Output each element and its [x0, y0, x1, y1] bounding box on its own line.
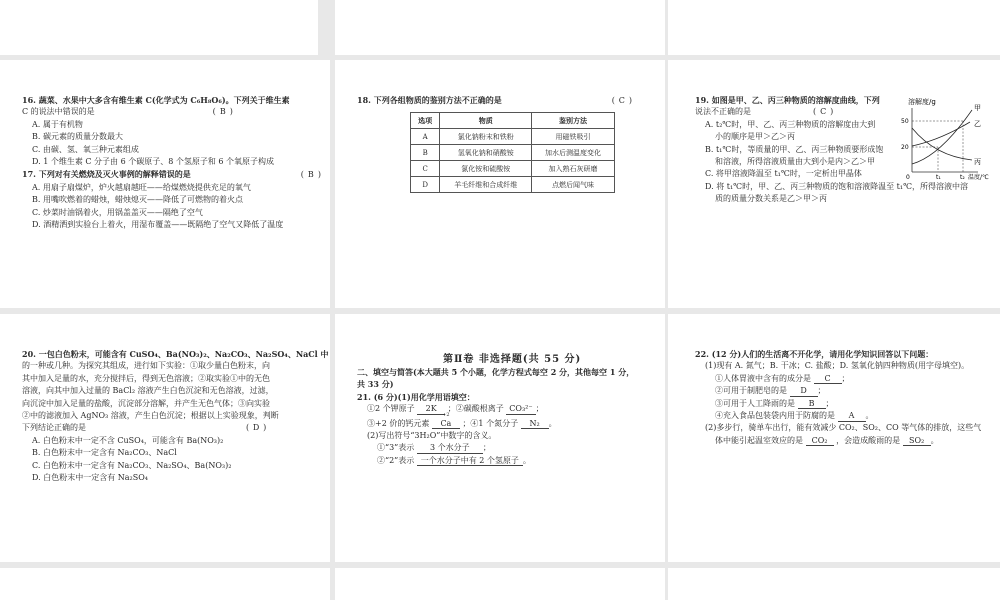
q19-option-d-cont: 质的质量分数关系是乙＞甲＞丙 — [715, 194, 827, 204]
q19-chart-ylabel: 溶解度/g — [908, 98, 936, 106]
q21-l1b: ；②碳酸根离子 — [447, 404, 504, 414]
table-cell: B — [411, 145, 440, 161]
q20-option-d: D. 白色粉末中一定含有 Na₂SO₄ — [32, 472, 148, 482]
q17-option-c: C. 炒菜时油锅着火，用锅盖盖灭——隔绝了空气 — [32, 207, 203, 217]
q16-stem-line1: 16. 蔬菜、水果中大多含有维生素 C(化学式为 C₆H₈O₆)。下列关于维生素 — [22, 95, 290, 105]
part2-section-line1: 二、填空与简答(本大题共 5 个小题，化学方程式每空 2 分，其他每空 1 分， — [357, 367, 635, 377]
q16-option-b: B. 碳元素的质量分数最大 — [32, 132, 123, 142]
q19-curve-label-jia: 甲 — [974, 104, 981, 112]
table-cell: A — [411, 129, 440, 145]
q22-a4: ④充入食品包装袋内用于防腐的是 — [715, 410, 835, 420]
q21-l2b: ；④1 个氮分子 — [462, 418, 519, 428]
q19-chart-origin: 0 — [906, 174, 910, 181]
q19-option-c: C. 将甲溶液降温至 t₁℃时，一定析出甲晶体 — [705, 169, 862, 179]
q19-chart-y20: 20 — [901, 144, 909, 151]
q21-l2a: ③+2 价的钙元素 — [367, 418, 430, 428]
page-q16-q17: 16. 蔬菜、水果中大多含有维生素 C(化学式为 C₆H₈O₆)。下列关于维生素 C 的说法中错误的是 ( B ) A. 属于有机物 B. 碳元素的质量分数最大 C. 由碳、氢、氧三种元素组成 D. 1 个维生素 C 分子由 6 个碳原子、8 个氢原子和 6 个氧原子构成 17. 下列对有关燃烧及灭火事例的解释错误的是 ( B ) A. 用扇子扇煤炉，炉火越扇越旺——给煤燃烧提供充足的氧气 B. 用嘴吹燃着的蜡烛，蜡烛熄灭——降低了可燃物的着火点 C. 炒菜时油锅着火，用锅盖盖灭——隔绝了空气 D. 酒精洒到实验台上着火，用湿布覆盖——既隔绝了空气又降低了温度 — [0, 60, 330, 308]
q19-option-a: A. t₂℃时，甲、乙、丙三种物质的溶解度由大到 — [705, 119, 876, 129]
q19-option-a-cont: 小的顺序是甲＞乙＞丙 — [715, 132, 795, 142]
q21-l1b-answer: CO₃²⁻ — [506, 404, 535, 415]
q18-header-option: 选项 — [411, 113, 440, 129]
q21-l2a-answer-wrap — [432, 411, 460, 430]
table-cell: 用磁铁吸引 — [532, 129, 615, 145]
q19-chart-y50: 50 — [901, 118, 909, 125]
q22-l3a-answer: CO₂ — [806, 436, 834, 447]
q20-stem-line3: 其中加入足量的水，充分搅拌后，得到无色溶液；②取实验①中的无色 — [22, 373, 270, 383]
q16-option-c: C. 由碳、氢、氧三种元素组成 — [32, 144, 139, 154]
page-q19: 19. 如图是甲、乙、丙三种物质的溶解度曲线，下列 说法不正确的是 ( C ) A. t₂℃时，甲、乙、丙三种物质的溶解度由大到 小的顺序是甲＞乙＞丙 B. t₁℃时，等质量的甲、乙、丙三种物质要形成饱 和溶液，所得溶液质量由大到小是内＞乙＞甲 C. 将甲溶液降温至 t₁℃时，一定析出甲晶体 D. 将 t₁℃时，甲、乙、丙三种物质的饱和溶液降温至 t₁℃，所得溶液中溶 质的质量分数关系是乙＞甲＞丙 溶解度/g 50 20 0 t₁ t₂ 温度/℃ 甲 乙 丙 — [668, 60, 1000, 308]
q21-l1a: ①2 个钾原子 — [367, 404, 415, 414]
table-cell: D — [411, 177, 440, 193]
q18-table-header — [411, 113, 615, 129]
q19-curve-label-bing: 丙 — [974, 158, 981, 166]
q16-option-d: D. 1 个维生素 C 分子由 6 个碳原子、8 个氢原子和 6 个氧原子构成 — [32, 156, 275, 166]
page-bottom-middle — [335, 568, 665, 600]
q19-option-b: B. t₁℃时，等质量的甲、乙、丙三种物质要形成饱 — [705, 144, 884, 154]
page-top-right — [668, 0, 1000, 55]
q22-a2-answer: D — [790, 386, 818, 397]
table-cell: C — [411, 161, 440, 177]
page-bottom-left — [0, 568, 330, 600]
table-cell: 氢氧化钠和硝酸铵 — [440, 145, 532, 161]
q17-option-b: B. 用嘴吹燃着的蜡烛，蜡烛熄灭——降低了可燃物的着火点 — [32, 195, 243, 205]
q16-answer: B — [219, 107, 226, 117]
q20-option-b: B. 白色粉末中一定含有 Na₂CO₃、NaCl — [32, 448, 177, 458]
q19-curve-label-yi: 乙 — [974, 120, 981, 128]
q22-part1: (1)现有 A. 氮气；B. 干冰；C. 盐酸；D. 氢氧化钠四种物质(用字母填空)。 — [705, 361, 970, 371]
table-cell: 羊毛纤维和合成纤维 — [440, 177, 532, 193]
q16-stem-line2: C 的说法中错误的是 — [22, 107, 95, 117]
q20-option-a: A. 白色粉末中一定不含 CuSO₄，可能含有 Ba(NO₃)₂ — [32, 435, 224, 445]
q19-chart-t1: t₁ — [936, 174, 941, 181]
table-row — [411, 145, 615, 161]
q22-a3: ③可用于人工降雨的是 — [715, 398, 795, 408]
q17-option-a: A. 用扇子扇煤炉，炉火越扇越旺——给煤燃烧提供充足的氧气 — [32, 182, 251, 192]
page-top-left — [0, 0, 318, 55]
q21-l5a: ②“2”表示 — [377, 455, 415, 465]
q21-l3: (2)写出符号“3H₂O”中数字的含义。 — [367, 430, 497, 440]
table-cell: 氯化铵和硫酸铵 — [440, 161, 532, 177]
page-q20: 20. 一包白色粉末，可能含有 CuSO₄、Ba(NO₃)₂、Na₂CO₃、Na₂SO₄、NaCl 中 的一种或几种。为探究其组成，进行如下实验：①取少量白色粉末，向 其中加入足量的水，充分搅拌后，得到无色溶液；②取实验①中的无色 溶液，向其中加入过量的 BaCl₂ 溶液产生白色沉淀和无色溶液，过滤， 向沉淀中加入足量的盐酸，沉淀部分溶解，并产生无色气体；③向实验 ②中的滤液加入 AgNO₃ 溶液，产生白色沉淀；根据以上实验现象，判断 下列结论正确的是 ( D ) A. 白色粉末中一定不含 CuSO₄，可能含有 Ba(NO₃)₂ B. 白色粉末中一定含有 Na₂CO₃、NaCl C. 白色粉末中一定含有 Na₂CO₃、Na₂SO₄、Ba(NO₃)₂ D. 白色粉末中一定含有 Na₂SO₄ — [0, 314, 330, 562]
q19-stem-line1: 19. 如图是甲、乙、丙三种物质的溶解度曲线，下列 — [695, 95, 880, 105]
table-row — [411, 129, 615, 145]
q17-answer: B — [307, 170, 314, 180]
table-cell: 点燃后闻气味 — [532, 177, 615, 193]
q21-l1a-answer: 2K — [417, 404, 445, 415]
page-q18: 18. 下列各组物质的鉴别方法不正确的是 ( C ) 选项 物质 鉴别方法 A 氯化钠粉末和铁粉 用磁铁吸引 B 氢氧化钠和硝酸铵 加水后测温度变化 C 氯化铵和硫酸铵 加入熟石灰研磨 D 羊毛纤维和合成纤维 点燃后闻气味 — [335, 60, 665, 308]
table-cell: 加水后测温度变化 — [532, 145, 615, 161]
page-bottom-right — [668, 568, 1000, 600]
q17-option-d: D. 酒精洒到实验台上着火，用湿布覆盖——既隔绝了空气又降低了温度 — [32, 219, 284, 229]
q18-header-substance: 物质 — [440, 113, 532, 129]
q22-l3b: ，会造成酸雨的是 — [836, 435, 901, 445]
q21-l2a-answer: Ca — [440, 418, 452, 428]
q22-stem: 22. (12 分)人们的生活离不开化学，请用化学知识回答以下问题： — [695, 349, 934, 359]
q20-stem-line1: 20. 一包白色粉末，可能含有 CuSO₄、Ba(NO₃)₂、Na₂CO₃、Na₂SO₄、NaCl 中 — [22, 349, 329, 359]
q19-stem-line2: 说法不正确的是 — [695, 107, 751, 117]
q20-option-c: C. 白色粉末中一定含有 Na₂CO₃、Na₂SO₄、Ba(NO₃)₂ — [32, 460, 232, 470]
page-q21: 第Ⅱ卷 非选择题(共 55 分) 二、填空与简答(本大题共 5 个小题，化学方程式每空 2 分，其他每空 1 分， 共 33 分) 21. (6 分)(1)用化学用语填空： ①2 个钾原子 2K ；②碳酸根离子 CO₃²⁻ ； ③+2 价的钙元素 +2 Ca ；④1 个氮分子 N₂ 。 (2)写出符号“3H₂O”中数字的含义。 ①“3”表示 3 个水分子 ； ②“2”表示 一个水分子中有 2 个氢原子 。 — [335, 314, 665, 562]
q21-l2b-answer: N₂ — [521, 419, 549, 430]
q19-solubility-chart — [900, 96, 1000, 181]
q19-chart-t2: t₂ — [960, 174, 965, 181]
q19-option-b-cont: 和溶液，所得溶液质量由大到小是内＞乙＞甲 — [715, 156, 875, 166]
q22-a2: ②可用于制肥皂的是 — [715, 386, 787, 396]
q18-table — [410, 112, 615, 193]
table-cell: 加入熟石灰研磨 — [532, 161, 615, 177]
q22-part2: (2)多步行，骑单车出行，能有效减少 CO₂、SO₂、CO 等气体的排放，这些气 — [705, 423, 982, 433]
q20-stem-last: 下列结论正确的是 — [22, 423, 86, 433]
q21-l5a-answer: 一个水分子中有 2 个氢原子 — [417, 456, 523, 467]
q18-stem: 18. 下列各组物质的鉴别方法不正确的是 — [357, 95, 502, 105]
q22-a1-answer: C — [814, 374, 842, 385]
q18-header-method: 鉴别方法 — [532, 113, 615, 129]
table-row — [411, 177, 615, 193]
q18-answer: C — [618, 96, 625, 105]
q22-a3-answer: B — [798, 399, 826, 410]
q17-stem: 17. 下列对有关燃烧及灭火事例的解释错误的是 — [22, 169, 191, 180]
q19-option-d: D. 将 t₁℃时，甲、乙、丙三种物质的饱和溶液降温至 t₁℃，所得溶液中溶 — [705, 181, 969, 191]
q21-l4a-answer: 3 个水分子 — [417, 443, 483, 454]
table-row — [411, 161, 615, 177]
q21-l4a: ①“3”表示 — [377, 443, 415, 453]
page-q22: 22. (12 分)人们的生活离不开化学，请用化学知识回答以下问题： (1)现有 A. 氮气；B. 干冰；C. 盐酸；D. 氢氧化钠四种物质(用字母填空)。 ①人体胃液中含有的成分是 C ； ②可用于制肥皂的是 D ； ③可用于人工降雨的是 B ； ④充入食品包装袋内用于防腐的是 A 。 (2)多步行，骑单车出行，能有效减少 CO₂、SO₂、CO 等气体的排放，这些气 体中能引起温室效应的是 CO₂ ，会造成酸雨的是 SO₂ 。 — [668, 314, 1000, 562]
q20-stem-line5: 向沉淀中加入足量的盐酸，沉淀部分溶解，并产生无色气体；③向实验 — [22, 398, 270, 408]
table-cell: 氯化钠粉末和铁粉 — [440, 129, 532, 145]
q20-stem-line6: ②中的滤液加入 AgNO₃ 溶液，产生白色沉淀；根据以上实验现象，判断 — [22, 410, 279, 420]
q22-l3a: 体中能引起温室效应的是 — [715, 435, 803, 445]
part2-section-line2: 共 33 分) — [357, 379, 394, 390]
q20-answer: D — [252, 423, 260, 433]
part2-title: 第Ⅱ卷 非选择题(共 55 分) — [443, 354, 582, 365]
q20-stem-line2: 的一种或几种。为探究其组成，进行如下实验：①取少量白色粉末，向 — [22, 361, 270, 371]
page-top-middle — [335, 0, 665, 55]
q22-a1: ①人体胃液中含有的成分是 — [715, 373, 811, 383]
q21-stem: 21. (6 分)(1)用化学用语填空： — [357, 391, 475, 402]
q20-stem-line4: 溶液，向其中加入过量的 BaCl₂ 溶液产生白色沉淀和无色溶液，过滤， — [22, 386, 274, 396]
q22-l3b-answer: SO₂ — [903, 436, 931, 447]
q19-curve-yi — [912, 122, 970, 146]
q22-a4-answer: A — [838, 411, 866, 422]
q19-answer: C — [820, 107, 827, 117]
q19-chart-xlabel: 温度/℃ — [968, 174, 989, 181]
q21-l2a-valence: +2 — [442, 411, 450, 418]
q16-option-a: A. 属于有机物 — [32, 119, 83, 129]
